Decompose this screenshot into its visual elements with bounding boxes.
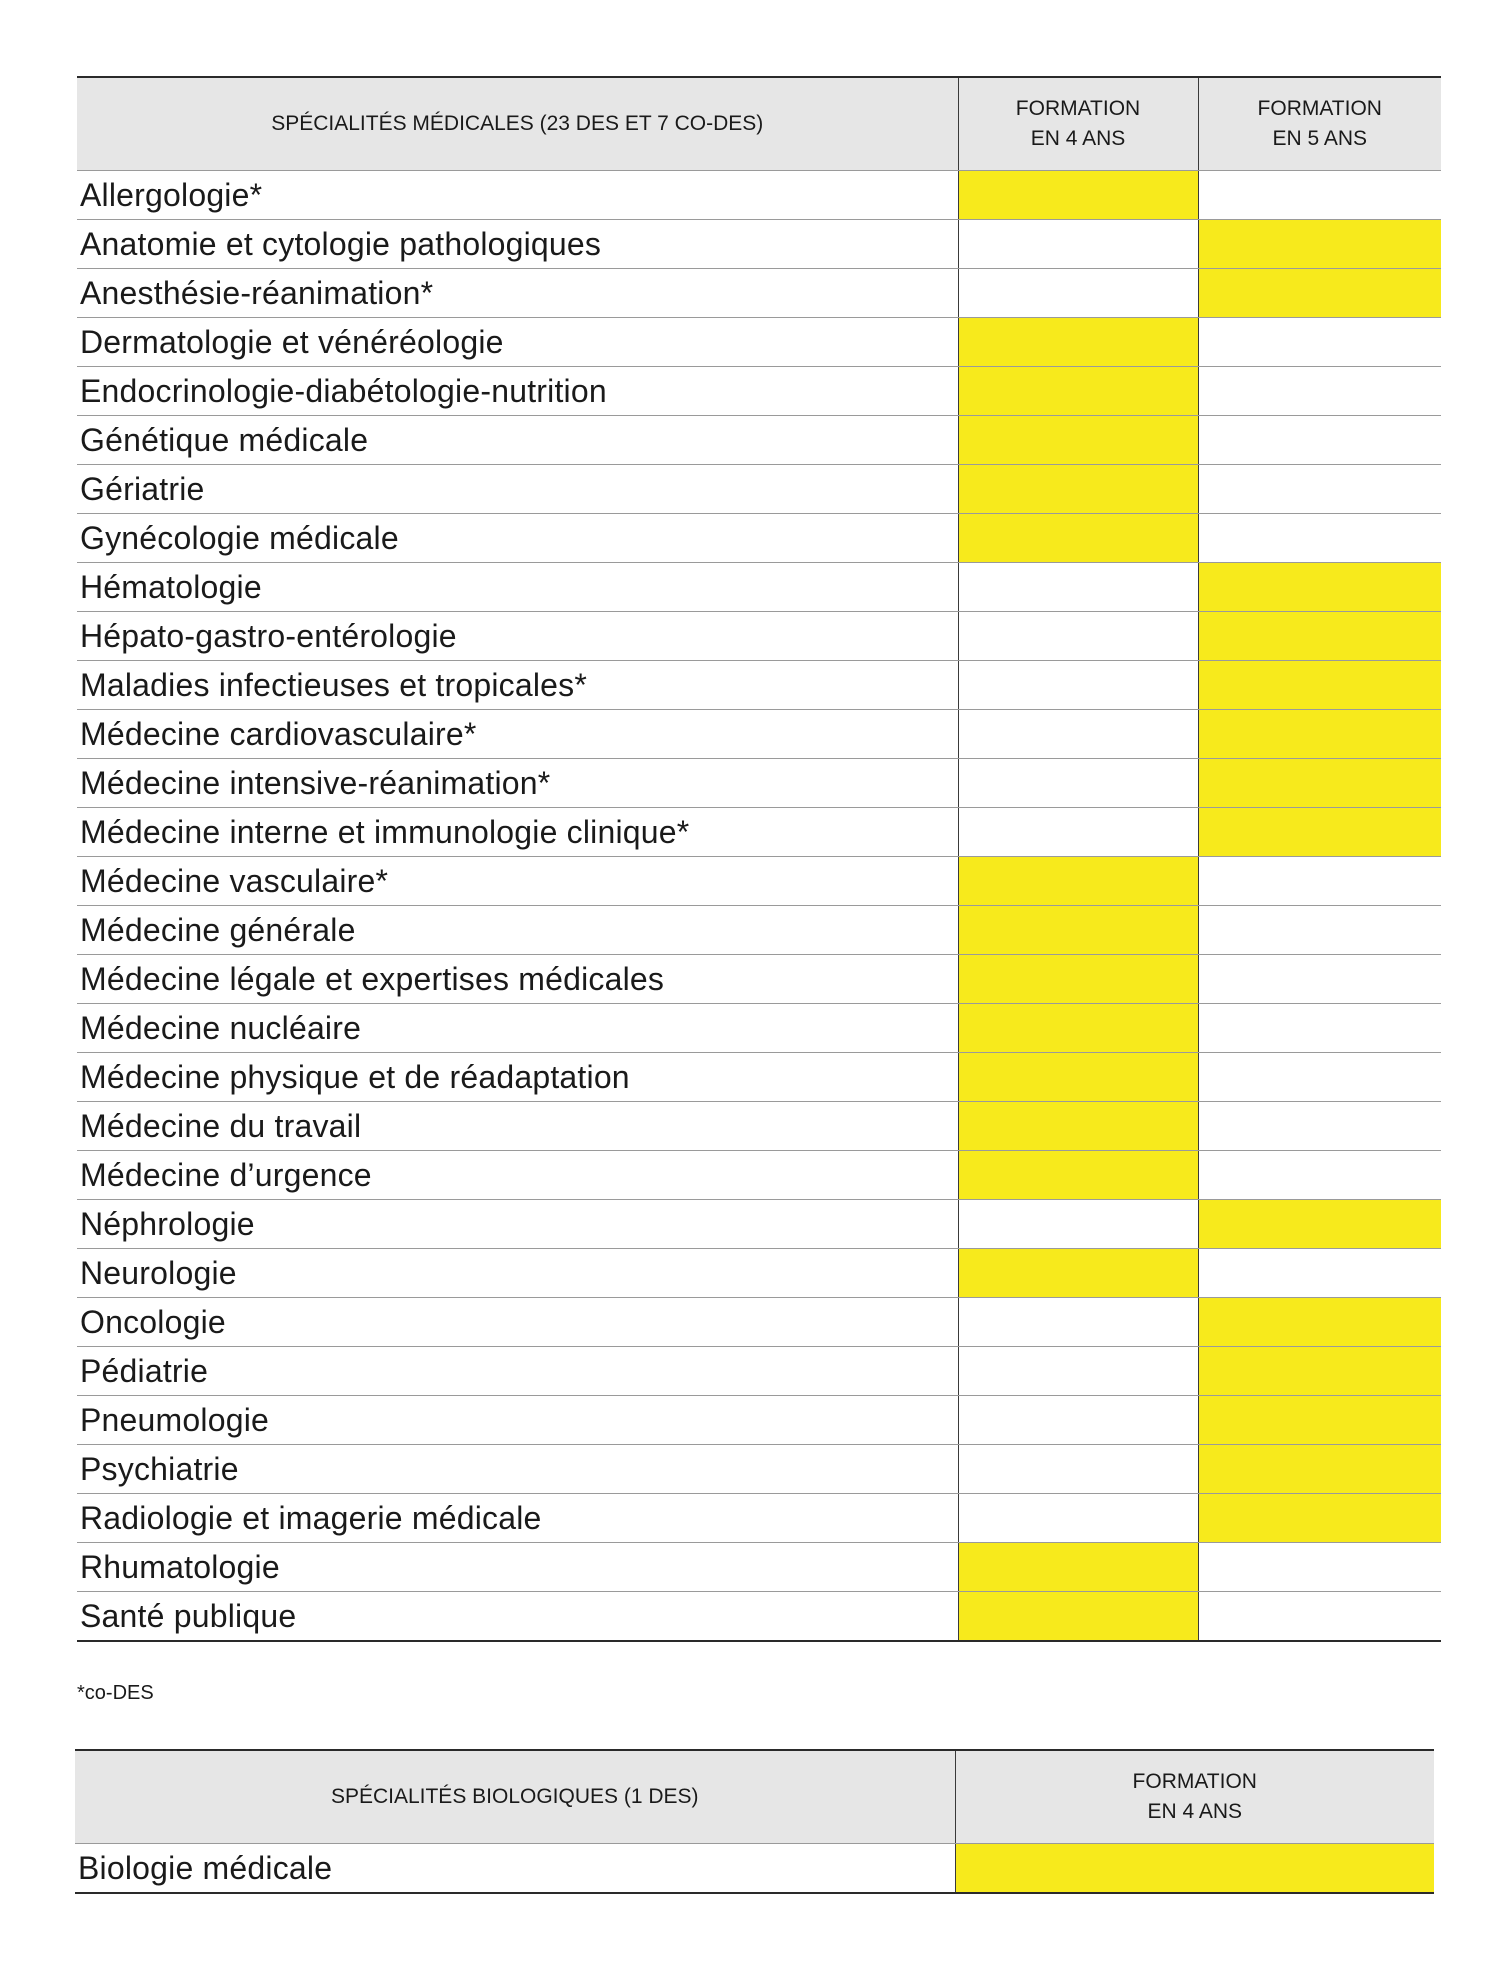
medical-specialties-table (77, 76, 1441, 1642)
formation-4-years-cell (958, 808, 1198, 857)
formation-4-years-cell (955, 1844, 1434, 1894)
table-row (77, 906, 1441, 955)
formation-4-years-cell (958, 563, 1198, 612)
formation-4-years-cell (958, 1298, 1198, 1347)
formation-4-years-cell (958, 1445, 1198, 1494)
specialty-name: Pneumologie (77, 1396, 958, 1445)
specialty-name: Médecine cardiovasculaire* (77, 710, 958, 759)
formation-4-years-cell (958, 955, 1198, 1004)
specialty-name: Santé publique (77, 1592, 958, 1642)
formation-5-years-cell (1198, 906, 1441, 955)
formation-5-years-cell (1198, 1445, 1441, 1494)
specialty-name: Médecine légale et expertises médicales (77, 955, 958, 1004)
formation-5-years-cell (1198, 1347, 1441, 1396)
formation-5-years-cell (1198, 514, 1441, 563)
table-header-row (75, 1750, 1434, 1844)
table-row (77, 1298, 1441, 1347)
formation-4-years-cell (958, 1102, 1198, 1151)
specialty-name: Allergologie* (77, 171, 958, 220)
table-row (77, 1004, 1441, 1053)
formation-5-years-header: FORMATION EN 5 ANS (1198, 77, 1441, 171)
formation-4-years-cell (958, 1249, 1198, 1298)
biological-specialties-body (75, 1844, 1434, 1894)
formation-4-years-cell (958, 612, 1198, 661)
formation-4-years-cell (958, 1151, 1198, 1200)
footnote: *co-DES (77, 1682, 154, 1704)
specialty-name: Maladies infectieuses et tropicales* (77, 661, 958, 710)
formation-4-years-cell (958, 1592, 1198, 1642)
formation-5-years-cell (1198, 1004, 1441, 1053)
formation-5-years-cell (1198, 955, 1441, 1004)
formation-4-years-cell (958, 1004, 1198, 1053)
formation-4-years-cell (958, 661, 1198, 710)
table-header-row (77, 77, 1441, 171)
specialty-name: Oncologie (77, 1298, 958, 1347)
formation-5-years-cell (1198, 1543, 1441, 1592)
table-row (77, 955, 1441, 1004)
specialty-name: Endocrinologie-diabétologie-nutrition (77, 367, 958, 416)
formation-4-years-cell (958, 465, 1198, 514)
biological-specialties-table (75, 1749, 1434, 1894)
formation-4-years-cell (958, 1543, 1198, 1592)
table-row (77, 318, 1441, 367)
table-row (77, 1396, 1441, 1445)
table-row (77, 1347, 1441, 1396)
formation-5-years-cell (1198, 612, 1441, 661)
specialty-name: Hépato-gastro-entérologie (77, 612, 958, 661)
formation-5-years-cell (1198, 1396, 1441, 1445)
formation-4-years-cell (958, 1494, 1198, 1543)
formation-4-years-cell (958, 857, 1198, 906)
formation-5-years-cell (1198, 220, 1441, 269)
table-row (77, 710, 1441, 759)
table-row (77, 759, 1441, 808)
specialty-name: Médecine vasculaire* (77, 857, 958, 906)
medical-specialties-body (77, 171, 1441, 1642)
formation-4-years-cell (958, 269, 1198, 318)
table-row (77, 612, 1441, 661)
formation-5-years-cell (1198, 171, 1441, 220)
table-row (77, 1592, 1441, 1642)
specialty-name: Radiologie et imagerie médicale (77, 1494, 958, 1543)
table-row (77, 1445, 1441, 1494)
specialty-name: Génétique médicale (77, 416, 958, 465)
formation-4-years-cell (958, 1347, 1198, 1396)
specialty-name: Médecine d’urgence (77, 1151, 958, 1200)
formation-4-years-cell (958, 416, 1198, 465)
table-row (75, 1844, 1434, 1894)
specialty-name: Neurologie (77, 1249, 958, 1298)
formation-5-years-cell (1198, 661, 1441, 710)
table-row (77, 1151, 1441, 1200)
formation-4-years-cell (958, 220, 1198, 269)
formation-4-years-cell (958, 171, 1198, 220)
formation-5-years-cell (1198, 1494, 1441, 1543)
formation-4-years-cell (958, 318, 1198, 367)
formation-5-years-cell (1198, 269, 1441, 318)
table-row (77, 808, 1441, 857)
formation-4-years-cell (958, 1396, 1198, 1445)
formation-5-years-cell (1198, 563, 1441, 612)
formation-5-years-cell (1198, 808, 1441, 857)
table-row (77, 563, 1441, 612)
formation-5-years-cell (1198, 318, 1441, 367)
specialty-name: Médecine interne et immunologie clinique* (77, 808, 958, 857)
specialty-name: Rhumatologie (77, 1543, 958, 1592)
formation-5-years-cell (1198, 1151, 1441, 1200)
specialty-name: Gynécologie médicale (77, 514, 958, 563)
formation-4-years-cell (958, 710, 1198, 759)
formation-5-years-cell (1198, 1298, 1441, 1347)
specialty-name: Médecine du travail (77, 1102, 958, 1151)
table-row (77, 220, 1441, 269)
table-row (77, 857, 1441, 906)
specialty-name: Anesthésie-réanimation* (77, 269, 958, 318)
specialty-name: Médecine physique et de réadaptation (77, 1053, 958, 1102)
specialty-name: Hématologie (77, 563, 958, 612)
specialty-name: Pédiatrie (77, 1347, 958, 1396)
formation-4-years-cell (958, 759, 1198, 808)
table-row (77, 269, 1441, 318)
specialty-name: Biologie médicale (75, 1844, 955, 1894)
table-row (77, 1200, 1441, 1249)
formation-4-years-header: FORMATION EN 4 ANS (955, 1750, 1434, 1844)
formation-4-years-cell (958, 906, 1198, 955)
specialty-name: Médecine générale (77, 906, 958, 955)
specialty-name: Anatomie et cytologie pathologiques (77, 220, 958, 269)
specialties-column-header: SPÉCIALITÉS BIOLOGIQUES (1 DES) (75, 1750, 955, 1844)
table-row (77, 661, 1441, 710)
formation-4-years-header: FORMATION EN 4 ANS (958, 77, 1198, 171)
table-row (77, 1249, 1441, 1298)
table-row (77, 465, 1441, 514)
formation-4-years-cell (958, 1200, 1198, 1249)
formation-4-years-cell (958, 1053, 1198, 1102)
formation-5-years-cell (1198, 857, 1441, 906)
table-row (77, 367, 1441, 416)
formation-5-years-cell (1198, 465, 1441, 514)
formation-5-years-cell (1198, 416, 1441, 465)
table-row (77, 1102, 1441, 1151)
formation-5-years-cell (1198, 759, 1441, 808)
formation-4-years-cell (958, 367, 1198, 416)
formation-5-years-cell (1198, 367, 1441, 416)
specialty-name: Gériatrie (77, 465, 958, 514)
specialties-column-header: SPÉCIALITÉS MÉDICALES (23 DES ET 7 CO-DES) (77, 77, 958, 171)
formation-5-years-cell (1198, 1053, 1441, 1102)
specialty-name: Psychiatrie (77, 1445, 958, 1494)
table-row (77, 514, 1441, 563)
table-row (77, 1053, 1441, 1102)
specialty-name: Médecine nucléaire (77, 1004, 958, 1053)
table-row (77, 416, 1441, 465)
specialty-name: Néphrologie (77, 1200, 958, 1249)
specialty-name: Dermatologie et vénéréologie (77, 318, 958, 367)
formation-5-years-cell (1198, 1200, 1441, 1249)
specialty-name: Médecine intensive-réanimation* (77, 759, 958, 808)
formation-5-years-cell (1198, 1592, 1441, 1642)
table-row (77, 1543, 1441, 1592)
formation-5-years-cell (1198, 710, 1441, 759)
formation-4-years-cell (958, 514, 1198, 563)
formation-5-years-cell (1198, 1249, 1441, 1298)
table-row (77, 171, 1441, 220)
table-row (77, 1494, 1441, 1543)
formation-5-years-cell (1198, 1102, 1441, 1151)
